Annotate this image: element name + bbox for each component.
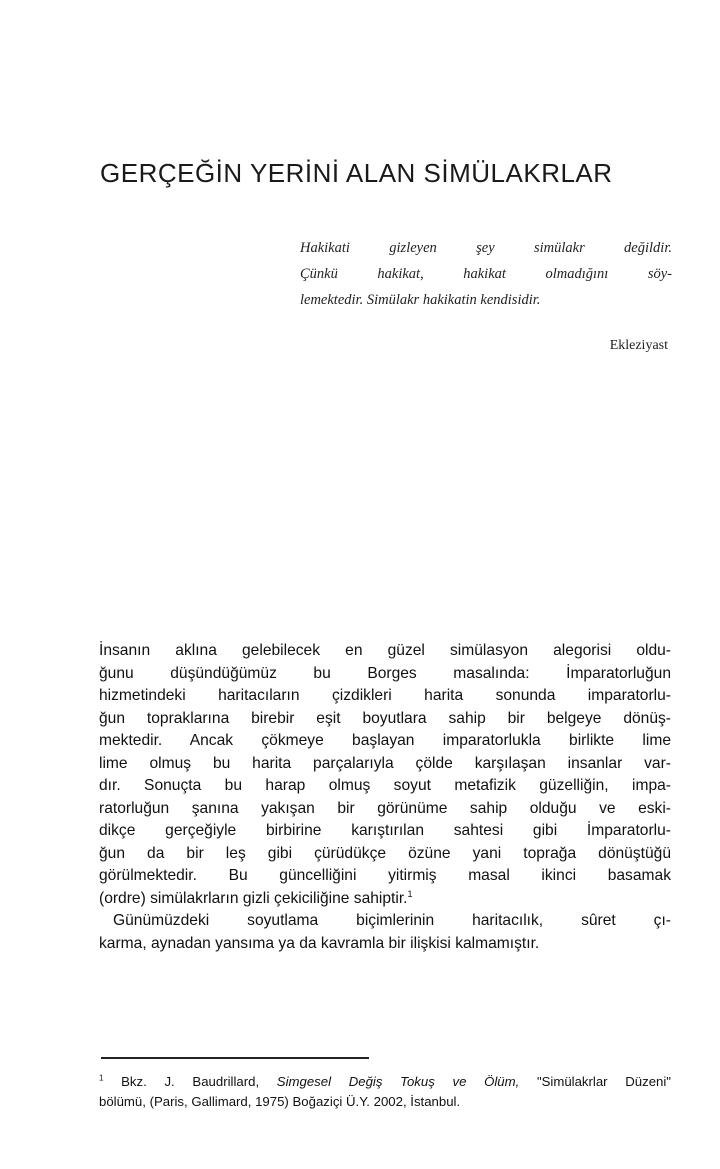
text-line: lime olmuş bu harita parçalarıyla çölde karşılaşan insanlar var- [99,754,671,772]
epigraph-line: Hakikati gizleyen şey simülakr değildir. [300,240,672,256]
footnote-marker: 1 [99,1073,104,1083]
body-text [99,640,671,955]
text-line-with-footnote [99,888,671,911]
footnote-line [99,1072,671,1092]
footnote-chapter-ref: "Simülakrlar Düzeni" [519,1074,671,1089]
text-line: görülmektedir. Bu güncelliğini yitirmiş masal ikinci basamak [99,867,671,884]
epigraph-source: Ekleziyast [609,338,668,353]
footnote-prefix: Bkz. J. Baudrillard, [121,1074,277,1089]
footnote [99,1072,671,1112]
epigraph-line: Çünkü hakikat, hakikat olmadığını söy- [300,266,672,282]
footnote-line: bölümü, (Paris, Gallimard, 1975) Boğaziçi Ü.Y. 2002, İstanbul. [99,1094,461,1109]
text-line: (ordre) simülakrların gizli çekiciliğine sahiptir. [99,889,408,907]
text-line: dikçe gerçeğiyle birbirine karıştırılan sahtesi gibi İmparatorlu- [99,822,671,839]
text-line: karma, aynadan yansıma ya da kavramla bir ilişkisi kalmamıştır. [99,934,540,952]
footnote-reference[interactable]: 1 [407,888,413,899]
text-line: dır. Sonuçta bu harap olmuş soyut metafizik güzelliğin, impa- [99,777,671,794]
text-line: İnsanın aklına gelebilecek en güzel simülasyon alegorisi oldu- [99,642,671,659]
text-line: ğunu düşündüğümüz bu Borges masalında: İmparatorluğun [99,664,671,682]
text-line: ğun topraklarına birebir eşit boyutlara sahip bir belgeye dönüş- [99,709,671,727]
footnote-divider [101,1057,369,1059]
text-line: ratorluğun şanına yakışan bir görünüme sahip olduğu ve eski- [99,799,671,817]
footnote-book-title: Simgesel Değiş Tokuş ve Ölüm, [276,1074,520,1089]
text-line: Günümüzdeki soyutlama biçimlerinin haritacılık, sûret çı- [113,912,671,929]
epigraph-line: lemektedir. Simülakr hakikatin kendisidir. [300,292,541,308]
text-line: mektedir. Ancak çökmeye başlayan imparatorlukla birlikte lime [99,732,671,749]
text-line: ğun da bir leş gibi çürüdükçe özüne yani toprağa dönüştüğü [99,844,671,862]
chapter-title: GERÇEĞİN YERİNİ ALAN SİMÜLAKRLAR [100,158,613,188]
text-line: hizmetindeki haritacıların çizdikleri harita sonunda imparatorlu- [99,687,671,704]
epigraph-quote [300,235,672,313]
